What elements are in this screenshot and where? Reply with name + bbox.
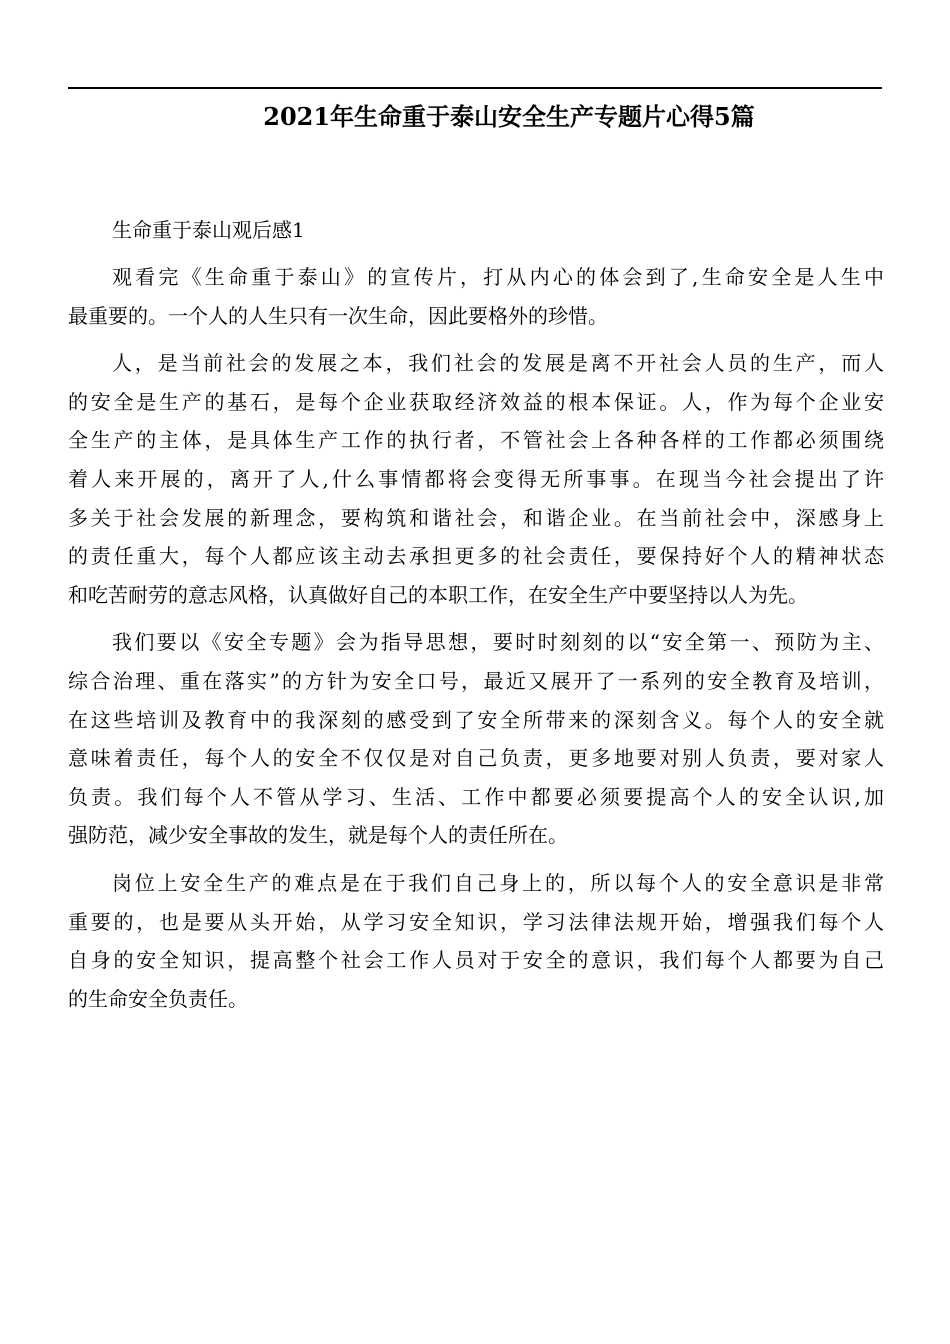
paragraph-3 xyxy=(68,623,884,855)
paragraph-2 xyxy=(68,344,884,614)
paragraph-line: 最重要的。一个人的人生只有一次生命，因此要格外的珍惜。 xyxy=(68,303,608,328)
paragraph-line: 意味着责任，每个人的安全不仅仅是对自己负责，更多地要对别人负责，要对家人 xyxy=(68,746,884,771)
paragraph-line: 观看完《生命重于泰山》的宣传片，打从内心的体会到了,生命安全是人生中 xyxy=(112,265,884,289)
paragraph-line: 和吃苦耐劳的意志风格，认真做好自己的本职工作，在安全生产中要坚持以人为先。 xyxy=(68,582,808,607)
paragraph-line: 综合治理、重在落实”的方针为安全口号，最近又展开了一系列的安全教育及培训， xyxy=(68,668,884,693)
section-heading: 生命重于泰山观后感1 xyxy=(112,218,305,242)
paragraph-1 xyxy=(68,258,884,335)
header-rule xyxy=(68,87,882,89)
paragraph-line: 的安全是生产的基石，是每个企业获取经济效益的根本保证。人，作为每个企业安 xyxy=(68,389,884,414)
paragraph-line: 自身的安全知识，提高整个社会工作人员对于安全的意识，我们每个人都要为自己 xyxy=(68,948,884,973)
paragraph-line: 人，是当前社会的发展之本，我们社会的发展是离不开社会人员的生产，而人 xyxy=(112,351,884,376)
paragraph-line: 着人来开展的，离开了人,什么事情都将会变得无所事事。在现当今社会提出了许 xyxy=(68,466,884,491)
paragraph-line: 重要的，也是要从头开始，从学习安全知识，学习法律法规开始，增强我们每个人 xyxy=(68,909,884,934)
paragraph-line: 我们要以《安全专题》会为指导思想，要时时刻刻的以“安全第一、预防为主、 xyxy=(112,630,884,655)
paragraph-line: 多关于社会发展的新理念，要构筑和谐社会，和谐企业。在当前社会中，深感身上 xyxy=(68,505,884,530)
paragraph-line: 负责。我们每个人不管从学习、生活、工作中都要必须要提高个人的安全认识,加 xyxy=(68,784,884,809)
paragraph-line: 全生产的主体，是具体生产工作的执行者，不管社会上各种各样的工作都必须围绕 xyxy=(68,428,884,453)
paragraph-4 xyxy=(68,864,884,1018)
paragraph-line: 的生命安全负责任。 xyxy=(68,986,248,1011)
paragraph-line: 强防范，减少安全事故的发生，就是每个人的责任所在。 xyxy=(68,823,568,848)
document-title: 2021年生命重于泰山安全生产专题片心得5篇 xyxy=(263,102,755,131)
paragraph-line: 的责任重大，每个人都应该主动去承担更多的社会责任，要保持好个人的精神状态 xyxy=(68,544,884,569)
paragraph-line: 在这些培训及教育中的我深刻的感受到了安全所带来的深刻含义。每个人的安全就 xyxy=(68,707,884,732)
document-body xyxy=(68,212,884,1027)
paragraph-line: 岗位上安全生产的难点是在于我们自己身上的，所以每个人的安全意识是非常 xyxy=(112,870,884,895)
